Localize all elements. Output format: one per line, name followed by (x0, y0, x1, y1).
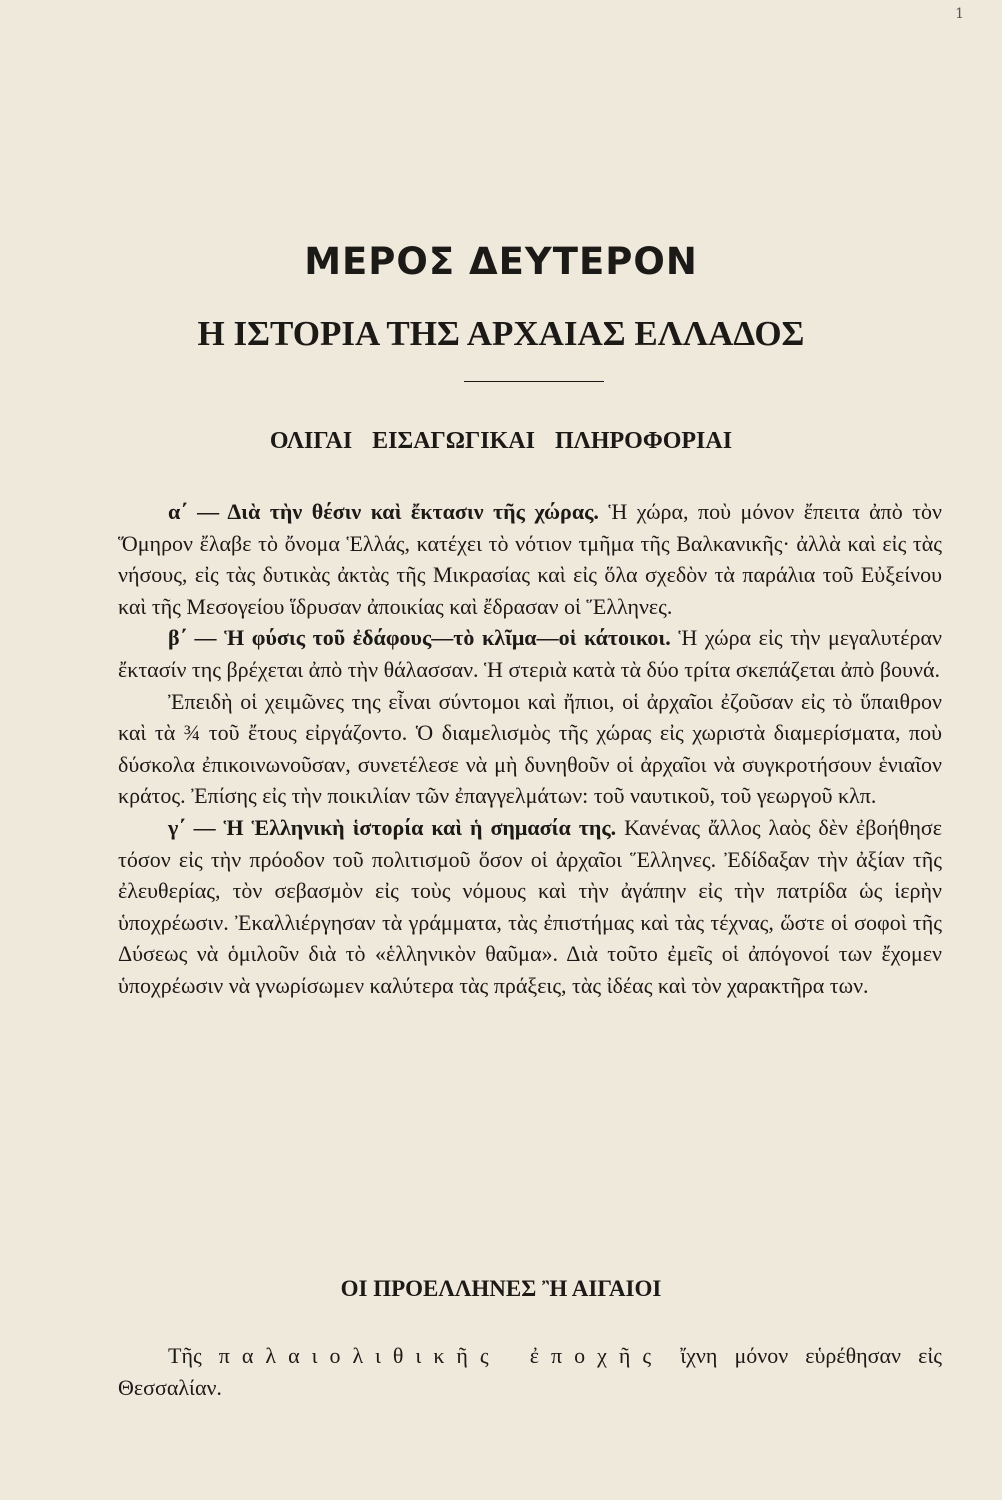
paragraph-4-body: Κανένας ἄλλος λαὸς δὲν ἐβοήθησε τόσον εἰς τὴν πρόοδον τοῦ πολιτισμοῦ ὅσον οἱ ἀρχαῖοι Ἕλληνες. Ἐδίδαξαν τὴν ἀξίαν τῆς ἐλευθερίας, τὸν σεβασμὸν εἰς τοὺς νόμους καὶ τὴν ἀγάπην εἰς τὴν πατρίδα ὡς ἱερὴν ὑποχρέωσιν. Ἐκαλλιέργησαν τὰ γράμματα, τὰς ἐπιστήμας καὶ τὰς τέχνας, ὥστε οἱ σοφοὶ τῆς Δύσεως νὰ ὁμιλοῦν διὰ τὸ «ἑλληνικὸν θαῦμα». Διὰ τοῦτο ἐμεῖς οἱ ἀπόγονοί των ἔχομεν ὑποχρέωσιν νὰ γνωρίσωμεν καλύτερα τὰς πράξεις, τὰς ἰδέας καὶ τὸν χαρακτῆρα των. (118, 814, 942, 998)
paragraph-1 (118, 496, 942, 622)
paragraph-4-heading: γ΄ — Ἡ Ἑλληνικὴ ἱστορία καὶ ἡ σημασία της. (168, 814, 617, 840)
title-divider (464, 381, 604, 382)
subsection-title: ΟΙ ΠΡΟΕΛΛΗΝΕΣ Ἢ ΑΙΓΑΙΟΙ (340, 1276, 662, 1301)
paragraph-4 (118, 812, 942, 1002)
paragraph-1-heading: α΄ — Διὰ τὴν θέσιν καὶ ἔκτασιν τῆς χώρας. (168, 499, 599, 524)
final-rest: ἴχνη μόνον εὑρέθησαν εἰς Θεσσαλίαν. (118, 1343, 943, 1400)
body-text (118, 496, 942, 1002)
part-subtitle: Η ΙΣΤΟΡΙΑ ΤΗΣ ΑΡΧΑΙΑΣ ΕΛΛΑΔΟΣ (197, 314, 805, 353)
paragraph-2-body: Ἡ χώρα εἰς τὴν μεγαλυτέραν ἔκτασίν της βρέχεται ἀπὸ τὴν θάλασσαν. Ἡ στεριὰ κατὰ τὰ δύο τρίτα σκεπάζεται ἀπὸ βουνά. (118, 625, 942, 682)
section-title: ΟΛΙΓΑΙ ΕΙΣΑΓΩΓΙΚΑΙ ΠΛΗΡΟΦΟΡΙΑΙ (269, 428, 733, 454)
final-spaced-term: παλαιολιθικῆς ἐποχῆς (218, 1343, 664, 1368)
final-lead: Τῆς (168, 1343, 219, 1368)
final-text (118, 1340, 942, 1404)
page-mark: 1 (955, 6, 964, 22)
final-paragraph (118, 1340, 942, 1404)
paragraph-3: Ἐπειδὴ οἱ χειμῶνες της εἶναι σύντομοι καὶ ἤπιοι, οἱ ἀρχαῖοι ἐζοῦσαν εἰς τὸ ὕπαιθρον καὶ τὰ ¾ τοῦ ἔτους εἰργάζοντο. Ὁ διαμελισμὸς τῆς χώρας εἰς χωριστὰ διαμερίσματα, ποὺ δύσκολα ἐπικοινωνοῦσαν, συνετέλεσε νὰ μὴ δυνηθοῦν οἱ ἀρχαῖοι νὰ συγκροτήσουν ἑνιαῖον κράτος. Ἐπίσης εἰς τὴν ποικιλίαν τῶν ἐπαγγελμάτων: τοῦ ναυτικοῦ, τοῦ γεωργοῦ κλπ. (118, 688, 942, 809)
paragraph-2 (118, 622, 942, 685)
paragraph-1-body: Ἡ χώρα, ποὺ μόνον ἔπειτα ἀπὸ τὸν Ὅμηρον ἔλαβε τὸ ὄνομα Ἑλλάς, κατέχει τὸ νότιον τμῆμα τῆς Βαλκανικῆς· ἀλλὰ καὶ εἰς τὰς νήσους, εἰς τὰς δυτικὰς ἀκτὰς τῆς Μικρασίας καὶ εἰς ὅλα σχεδὸν τὰ παράλια τοῦ Εὐξείνου καὶ τῆς Μεσογείου ἵδρυσαν ἀποικίας καὶ ἔδρασαν οἱ Ἕλληνες. (118, 499, 943, 619)
paragraph-2-heading: β΄ — Ἡ φύσις τοῦ ἐδάφους—τὸ κλῖμα—οἱ κάτοικοι. (168, 625, 671, 651)
part-title: ΜΕΡΟΣ ΔΕΥΤΕΡΟΝ (304, 240, 698, 283)
